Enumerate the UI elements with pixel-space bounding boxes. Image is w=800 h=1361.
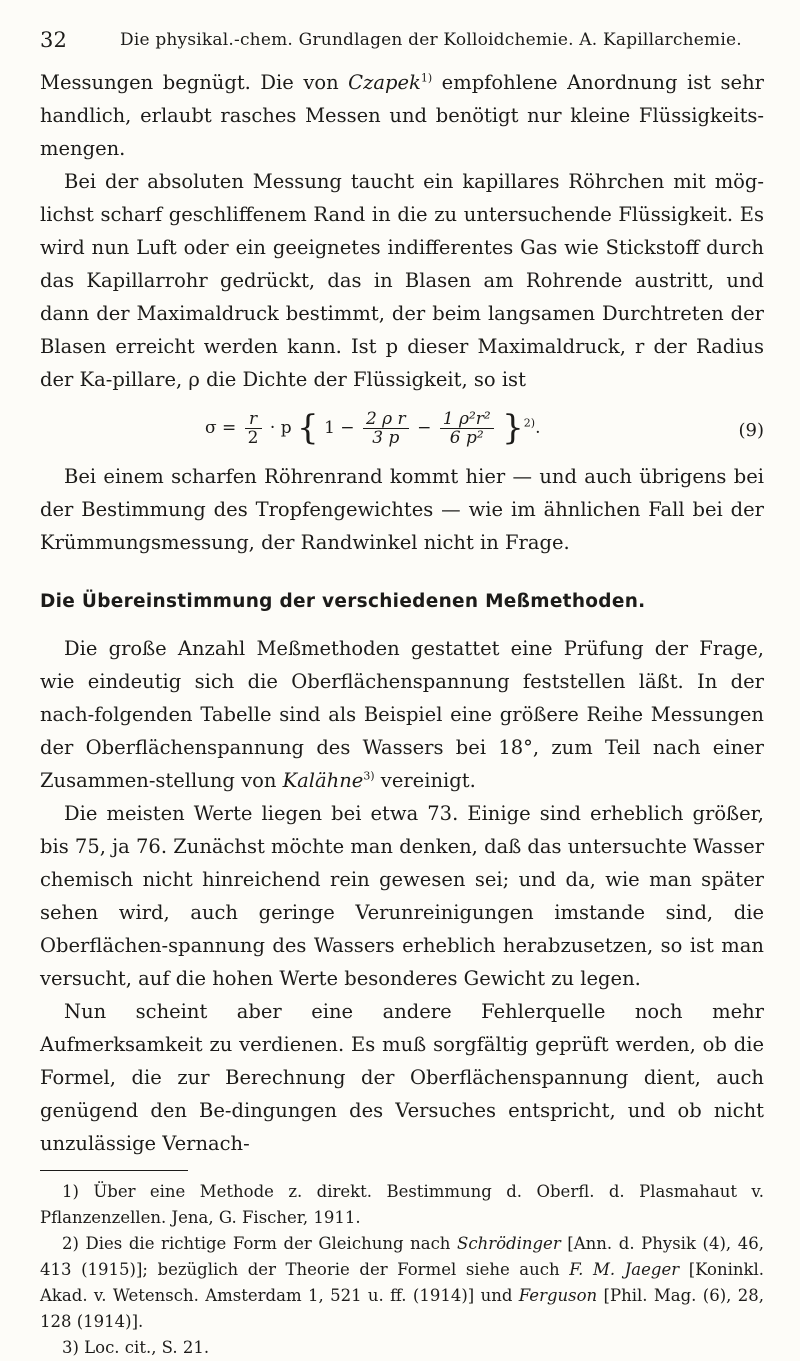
footnote	[40, 1231, 764, 1335]
equation	[40, 398, 764, 456]
paragraph	[40, 66, 764, 165]
fraction-numerator: 1 ρ²r²	[440, 410, 494, 429]
text-run: 2) Dies die richtige Form der Gleichung nach	[62, 1234, 458, 1253]
page-number: 32	[40, 28, 68, 52]
equation-term: .	[535, 418, 541, 438]
text-run: Die große Anzahl Meßmethoden gestattet eine Prüfung der Frage, wie eindeutig sich die Oberflächenspannung feststellen läßt. In der nach-folgenden Tabelle sind als Beispiel eine größere Reihe Messungen der Oberflächenspannung des Wassers bei 18°, zum Teil nach einer Zusammen-stellung von	[40, 637, 764, 792]
running-header	[40, 26, 764, 66]
body-text	[40, 66, 764, 1160]
equation-term: −	[417, 418, 432, 438]
equation-number: (9)	[738, 420, 764, 441]
equation-term: · p	[269, 418, 292, 438]
section-heading: Die Übereinstimmung der verschiedenen Meßmethoden.	[40, 591, 646, 612]
text-run: [Ann. d. Physik (4), 46, 413 (1915)]; bezüglich der Theorie der Formel siehe auch	[40, 1234, 764, 1279]
footnote-ref: 2)	[523, 416, 536, 430]
footnote-separator	[40, 1170, 188, 1171]
footnote: 3) Loc. cit., S. 21.	[62, 1338, 210, 1357]
equation-lhs: σ =	[205, 418, 237, 438]
equation-body	[205, 410, 540, 447]
equation-term: 1 −	[324, 418, 355, 438]
author-name: Ferguson	[518, 1286, 598, 1305]
footnote-ref: 1)	[420, 71, 433, 85]
fraction	[245, 410, 262, 447]
author-name: F. M. Jaeger	[569, 1260, 680, 1279]
paragraph	[40, 632, 764, 797]
text-run: [Phil. Mag. (6), 28, 128 (1914)].	[40, 1286, 765, 1331]
fraction	[363, 410, 409, 447]
right-brace: }	[502, 408, 524, 448]
paragraph: Bei einem scharfen Röhrenrand kommt hier — und auch übrigens bei der Bestimmung des Tropfengewichtes — wie im ähnlichen Fall bei der Krümmungsmessung, der Randwinkel nicht in Frage.	[40, 465, 764, 554]
left-brace: {	[297, 408, 319, 448]
author-name: Czapek	[348, 71, 421, 94]
text-run: vereinigt.	[374, 769, 476, 792]
fraction-denominator: 3 p	[372, 428, 400, 448]
text-run: Messungen begnügt. Die von	[40, 71, 349, 94]
paragraph: Nun scheint aber eine andere Fehlerquelle noch mehr Aufmerksamkeit zu verdienen. Es muß sorgfältig geprüft werden, ob die Formel, die zur Berechnung der Oberflächenspannung dient, auch genügend den Be-dingungen des Versuches entspricht, und ob nicht unzulässige Vernach-	[40, 1000, 764, 1155]
fraction-numerator: r	[245, 410, 262, 429]
text-run: empfohlene Anordnung ist sehr handlich, erlaubt rasches Messen und benötigt nur kleine Flüssigkeits-mengen.	[40, 71, 764, 160]
footnote-ref: 3)	[363, 769, 375, 783]
footnotes	[40, 1179, 764, 1361]
page	[40, 26, 764, 1361]
author-name: Kalähne	[282, 769, 364, 792]
fraction-numerator: 2 ρ r	[363, 410, 409, 429]
author-name: Schrödinger	[457, 1234, 561, 1253]
fraction-denominator: 2	[247, 428, 259, 448]
fraction	[440, 410, 494, 447]
running-title: Die physikal.-chem. Grundlagen der Kolloidchemie. A. Kapillarchemie.	[120, 30, 742, 50]
fraction-denominator: 6 p²	[449, 428, 484, 448]
footnote: 1) Über eine Methode z. direkt. Bestimmung d. Oberfl. d. Plasmahaut v. Pflanzenzellen. Jena, G. Fischer, 1911.	[40, 1182, 764, 1227]
text-run: [Koninkl. Akad. v. Wetensch. Amsterdam 1, 521 u. ff. (1914)] und	[40, 1260, 764, 1305]
paragraph: Bei der absoluten Messung taucht ein kapillares Röhrchen mit mög-lichst scharf geschliffenem Rand in die zu untersuchende Flüssigkeit. Es wird nun Luft oder ein geeignetes indifferentes Gas wie Stickstoff durch das Kapillarrohr gedrückt, das in Blasen am Rohrende austritt, und dann der Maximaldruck bestimmt, der beim langsamen Durchtreten der Blasen erreicht werden kann. Ist p dieser Maximaldruck, r der Radius der Ka-pillare, ρ die Dichte der Flüssigkeit, so ist	[40, 170, 764, 391]
paragraph: Die meisten Werte liegen bei etwa 73. Einige sind erheblich größer, bis 75, ja 76. Zunächst möchte man denken, daß das untersuchte Wasser chemisch nicht hinreichend rein gewesen sei; und da, wie man später sehen wird, auch geringe Verunreinigungen imstande sind, die Oberflächen-spannung des Wassers erheblich herabzusetzen, so ist man versucht, auf die hohen Werte besonderes Gewicht zu legen.	[40, 802, 765, 990]
